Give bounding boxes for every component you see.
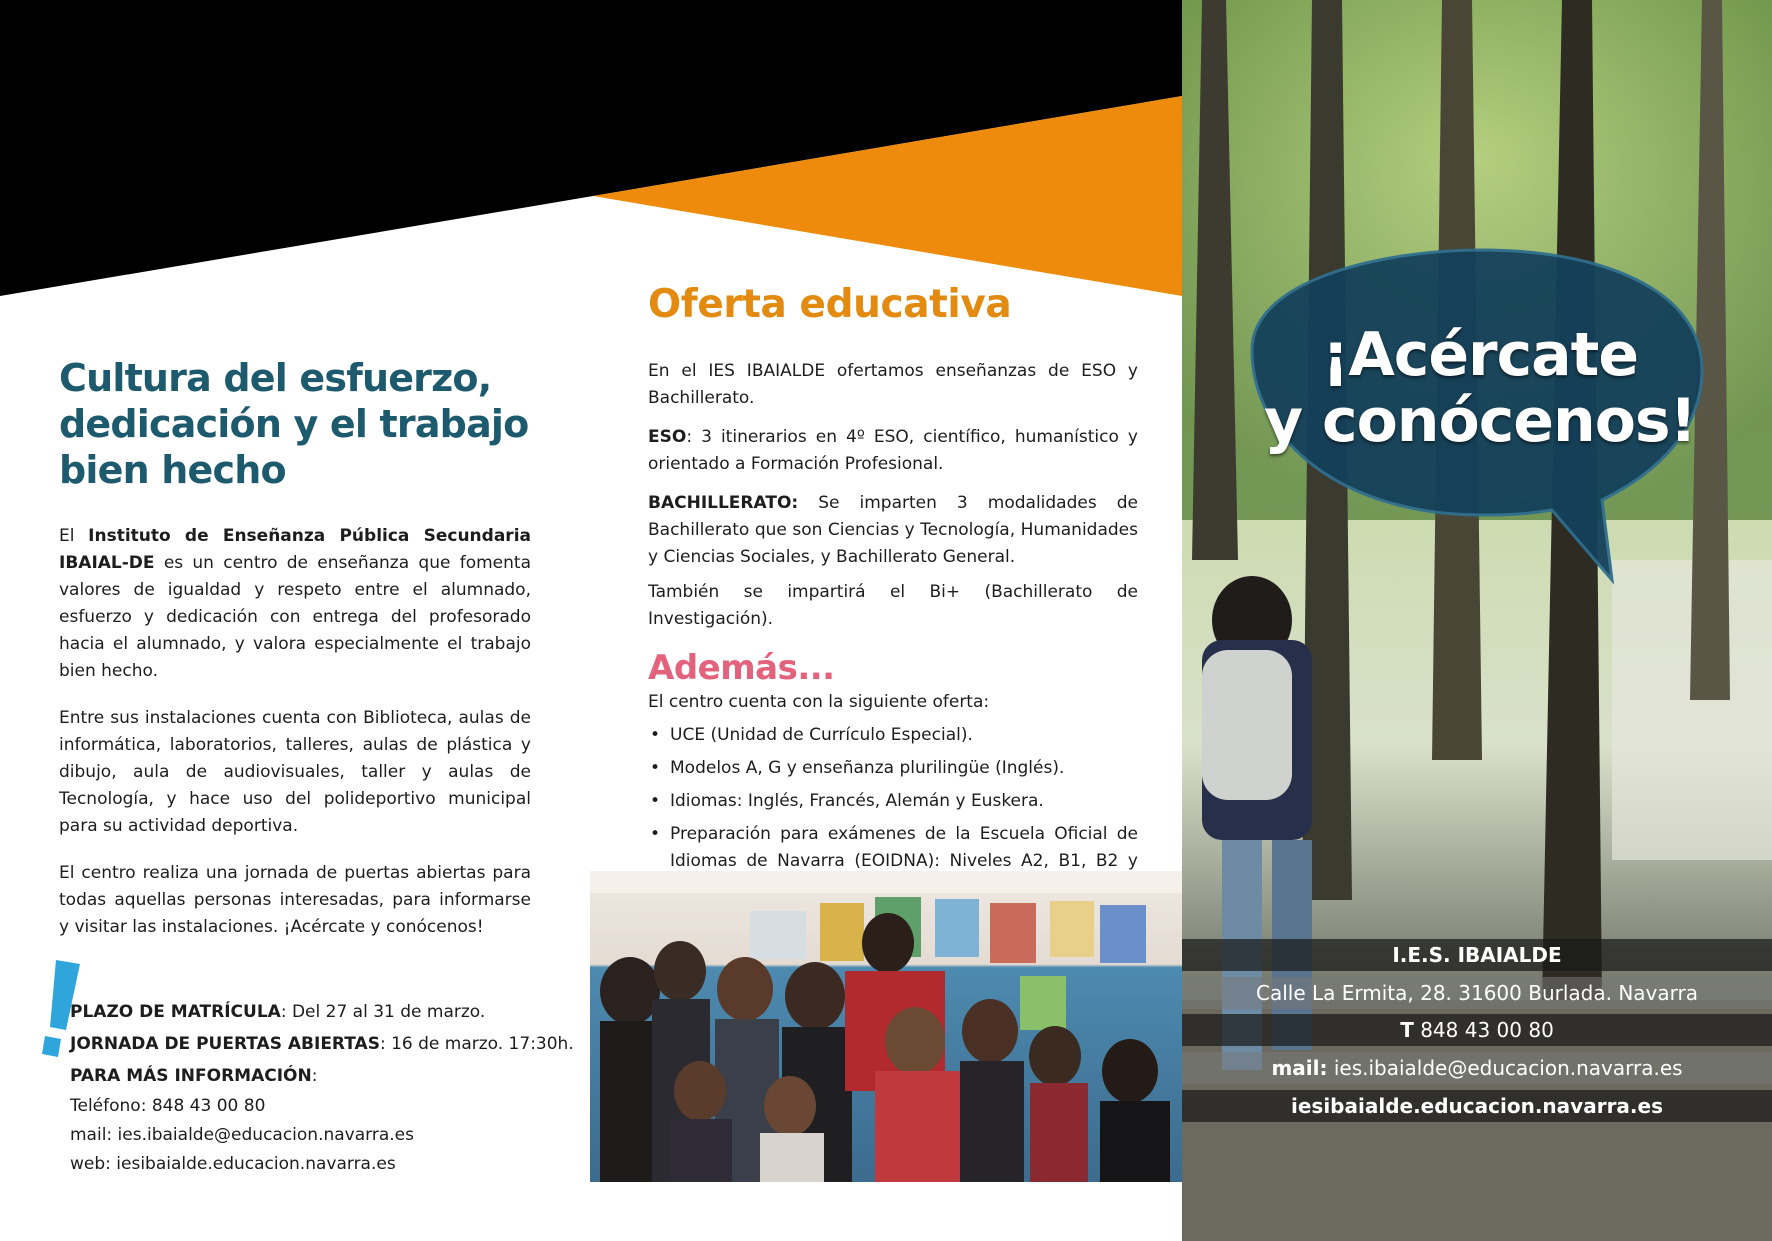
offer-title: Oferta educativa: [648, 282, 1012, 327]
left-title: [59, 355, 531, 493]
left-title-line-2: dedicación y el trabajo: [59, 402, 529, 446]
bachillerato-label: BACHILLERATO:: [648, 493, 799, 513]
info-web[interactable]: web: iesibaialde.educacion.navarra.es: [70, 1154, 396, 1174]
offer-intro: En el IES IBAIALDE ofertamos enseñanzas de ESO y Bachillerato.: [648, 361, 1138, 408]
bachillerato-paragraph: [648, 490, 1138, 571]
info-mail[interactable]: mail: ies.ibaialde@educacion.navarra.es: [70, 1125, 414, 1145]
left-panel: [59, 355, 531, 941]
mail-label: mail:: [1271, 1056, 1328, 1080]
open-day-paragraph: El centro realiza una jornada de puertas abiertas para todas aquellas personas interesadas, para informarse y visitar las instalaciones. ¡Acércate y conócenos!: [59, 863, 531, 937]
mail-band[interactable]: [1182, 1052, 1772, 1084]
eso-label: ESO: [648, 427, 687, 447]
middle-panel: [648, 280, 1138, 908]
info-phone: Teléfono: 848 43 00 80: [70, 1096, 266, 1116]
ademas-intro: El centro cuenta con la siguiente oferta:: [648, 692, 990, 712]
intro-pre: El: [59, 526, 89, 546]
left-title-line-1: Cultura del esfuerzo,: [59, 356, 492, 400]
open-day: [70, 1028, 574, 1060]
school-name: I.E.S. IBAIALDE: [1392, 943, 1562, 967]
address-band: Calle La Ermita, 28. 31600 Burlada. Navarra: [1182, 977, 1772, 1009]
intro-paragraph: [59, 523, 531, 685]
slogan-line-1: ¡Acércate: [1321, 320, 1639, 390]
phone-number: 848 43 00 80: [1413, 1018, 1554, 1042]
phone-band: [1182, 1014, 1772, 1046]
left-title-line-3: bien hecho: [59, 448, 286, 492]
list-item: • Preparación para exámenes de la Escuela Oficial de Idiomas de Navarra (EOIDNA): Niveles A2, B1, B2 y: [648, 821, 1138, 902]
web-band[interactable]: [1182, 1090, 1772, 1122]
ademas-title: Además...: [648, 648, 835, 688]
open-day-label: JORNADA DE PUERTAS ABIERTAS: [70, 1034, 380, 1054]
slogan: [1230, 322, 1730, 454]
enrollment-info: [70, 996, 574, 1179]
more-info-colon: :: [311, 1066, 318, 1086]
enrollment-deadline: [70, 996, 540, 1028]
enrollment-deadline-label: PLAZO DE MATRÍCULA: [70, 1002, 281, 1022]
slogan-line-2: y conócenos!: [1264, 386, 1696, 456]
more-info-label: PARA MÁS INFORMACIÓN: [70, 1066, 312, 1086]
mail-address[interactable]: ies.ibaialde@educacion.navarra.es: [1327, 1056, 1683, 1080]
list-item: • UCE (Unidad de Currículo Especial).: [648, 722, 1138, 749]
list-item: • Modelos A, G y enseñanza plurilingüe (Inglés).: [648, 755, 1138, 782]
phone-label: T: [1400, 1018, 1414, 1042]
eso-paragraph: [648, 424, 1138, 478]
bachillerato-text: Se imparten 3 modalidades de Bachillerato que son Ciencias y Tecnología, Humanidades y Ciencias Sociales, y Bachillerato General.: [648, 493, 1138, 567]
web-address[interactable]: iesibaialde.educacion.navarra.es: [1291, 1094, 1663, 1118]
enrollment-deadline-value: : Del 27 al 31 de marzo.: [280, 1002, 486, 1022]
school-full-name: Instituto de Enseñanza Pública Secundaria IBAIAL-DE: [59, 526, 531, 573]
bi-plus-paragraph: También se impartirá el Bi+ (Bachillerato de Investigación).: [648, 582, 1138, 629]
intro-post: es un centro de enseñanza que fomenta valores de igualdad y respeto entre el alumnado, esfuerzo y dedicación con entrega del profesorado hacia el alumnado, y valora especialmente el trabajo bien hecho.: [59, 553, 531, 681]
school-name-band: [1182, 939, 1772, 971]
more-info: [70, 1060, 540, 1092]
students-photo: [590, 871, 1182, 1182]
eso-text: : 3 itinerarios en 4º ESO, científico, humanístico y orientado a Formación Profesional.: [648, 427, 1138, 474]
open-day-value: : 16 de marzo. 17:30h.: [379, 1034, 574, 1054]
list-item: • Idiomas: Inglés, Francés, Alemán y Euskera.: [648, 788, 1138, 815]
facilities-paragraph: Entre sus instalaciones cuenta con Biblioteca, aulas de informática, laboratorios, talleres, aulas de plástica y dibujo, aula de audiovisuales, taller y aulas de Tecnología, y hace uso del polideportivo municipal para su actividad deportiva.: [59, 708, 531, 836]
